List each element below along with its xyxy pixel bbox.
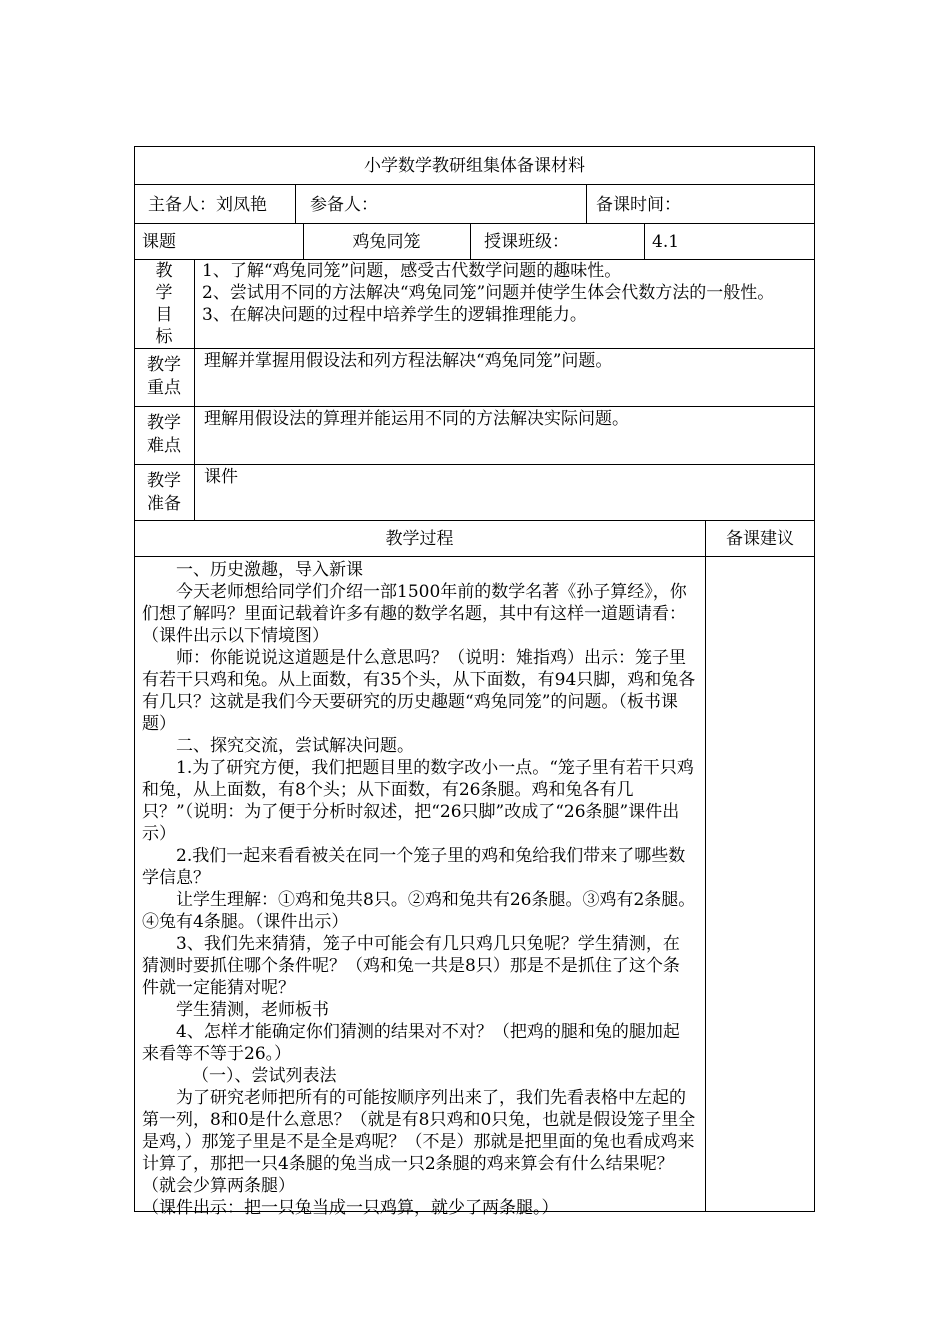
objective-item: 3、在解决问题的过程中培养学生的逻辑推理能力。 bbox=[202, 305, 587, 325]
row-divider bbox=[134, 464, 815, 465]
col-divider bbox=[586, 184, 587, 224]
process-paragraph: 3、我们先来猜猜，笼子中可能会有几只鸡几只兔呢？学生猜测，在猜测时要抓住哪个条件呢？（鸡和兔一共是8只）那是不是抓住了这个条件就一定能猜对呢？ bbox=[142, 934, 680, 998]
col-divider bbox=[705, 520, 706, 1212]
col-divider bbox=[470, 223, 471, 260]
process-paragraph: 学生猜测，老师板书 bbox=[176, 1000, 329, 1020]
preparation-text: 课件 bbox=[204, 467, 238, 487]
col-divider bbox=[194, 259, 195, 521]
process-header: 教学过程 bbox=[385, 529, 454, 549]
key-points-text: 理解并掌握用假设法和列方程法解决“鸡兔同笼”问题。 bbox=[204, 351, 613, 371]
row-divider bbox=[134, 556, 815, 557]
process-paragraph: （课件出示：把一只兔当成一只鸡算，就少了两条腿。） bbox=[142, 1198, 559, 1218]
process-content bbox=[142, 559, 696, 1219]
main-preparer-label: 主备人：刘凤艳 bbox=[148, 195, 267, 215]
key-points-label bbox=[134, 354, 194, 400]
class-label: 授课班级： bbox=[484, 232, 569, 252]
objectives-label bbox=[134, 260, 194, 348]
row-divider bbox=[134, 520, 815, 521]
class-value: 4.1 bbox=[652, 232, 680, 252]
prep-time-label: 备课时间： bbox=[596, 195, 681, 215]
row-divider bbox=[134, 406, 815, 407]
process-paragraph: 让学生理解：①鸡和兔共8只。②鸡和兔共有26条腿。③鸡有2条腿。 ④兔有4条腿。（课件出示） bbox=[142, 890, 696, 932]
col-divider bbox=[295, 184, 296, 224]
process-paragraph: 1.为了研究方便，我们把题目里的数字改小一点。“笼子里有若干只鸡和兔，从上面数，有8个头；从下面数，有26条腿。鸡和兔各有几只？”（说明：为了便于分析时叙述，把“26只脚”改成了“26条腿”课件出示） bbox=[142, 758, 694, 844]
process-paragraph: 4、怎样才能确定你们猜测的结果对不对？（把鸡的腿和兔的腿加起来看等不等于26。） bbox=[142, 1022, 680, 1064]
objective-item: 2、尝试用不同的方法解决“鸡兔同笼”问题并使学生体会代数方法的一般性。 bbox=[202, 283, 775, 303]
objectives-label-char: 学 bbox=[155, 283, 173, 303]
objectives-label-char: 标 bbox=[155, 327, 173, 347]
process-paragraph: 师：你能说说这道题是什么意思吗？（说明：雉指鸡）出示：笼子里有若干只鸡和兔。从上面数，有35个头，从下面数，有94只脚，鸡和兔各有几只？这就是我们今天要研究的历史趣题“鸡兔同笼”的问题。（板书课题） bbox=[142, 648, 696, 734]
difficulties-label-line: 教学 bbox=[147, 413, 181, 433]
difficulties-text: 理解用假设法的算理并能运用不同的方法解决实际问题。 bbox=[204, 409, 629, 429]
preparation-label-line: 准备 bbox=[147, 494, 181, 514]
key-points-label-line: 教学 bbox=[147, 355, 181, 375]
process-paragraph: （一）、尝试列表法 bbox=[192, 1066, 337, 1086]
document-title: 小学数学教研组集体备课材料 bbox=[364, 156, 585, 176]
suggestion-header: 备课建议 bbox=[726, 529, 794, 549]
col-divider bbox=[644, 223, 645, 260]
difficulties-label bbox=[134, 412, 194, 458]
key-points-label-line: 重点 bbox=[147, 378, 181, 398]
topic-label: 课题 bbox=[142, 232, 176, 252]
co-preparer-label: 参备人： bbox=[310, 195, 378, 215]
topic-value: 鸡兔同笼 bbox=[352, 232, 421, 252]
objectives-label-char: 教 bbox=[155, 261, 173, 281]
process-paragraph: 一、历史激趣，导入新课 bbox=[176, 560, 363, 580]
difficulties-label-line: 难点 bbox=[147, 436, 181, 456]
table-border-top bbox=[134, 146, 815, 147]
process-paragraph: 二、探究交流，尝试解决问题。 bbox=[176, 736, 414, 756]
process-paragraph: 为了研究老师把所有的可能按顺序列出来了，我们先看表格中左起的第一列，8和0是什么意思？（就是有8只鸡和0只兔，也就是假设笼子里全是鸡，）那笼子里是不是全是鸡呢？（不是）那就是把里面的兔也看成鸡来计算了，那把一只4条腿的兔当成一只2条腿的鸡来算会有什么结果呢？（就会少算两条腿） bbox=[142, 1088, 696, 1196]
row-divider bbox=[134, 348, 815, 349]
preparation-label-line: 教学 bbox=[147, 471, 181, 491]
suggestion-column bbox=[713, 559, 809, 1199]
objectives-content bbox=[202, 260, 802, 326]
table-border-right bbox=[814, 146, 815, 1212]
process-paragraph: 今天老师想给同学们介绍一部1500年前的数学名著《孙子算经》，你们想了解吗？里面记载着许多有趣的数学名题，其中有这样一道题请看：（课件出示以下情境图） bbox=[142, 582, 687, 646]
row-divider bbox=[134, 223, 815, 224]
objective-item: 1、了解“鸡兔同笼”问题，感受古代数学问题的趣味性。 bbox=[202, 261, 622, 281]
row-divider bbox=[134, 184, 815, 185]
preparation-label bbox=[134, 470, 194, 516]
objectives-label-char: 目 bbox=[155, 305, 173, 325]
process-paragraph: 2.我们一起来看看被关在同一个笼子里的鸡和兔给我们带来了哪些数学信息？ bbox=[142, 846, 686, 888]
